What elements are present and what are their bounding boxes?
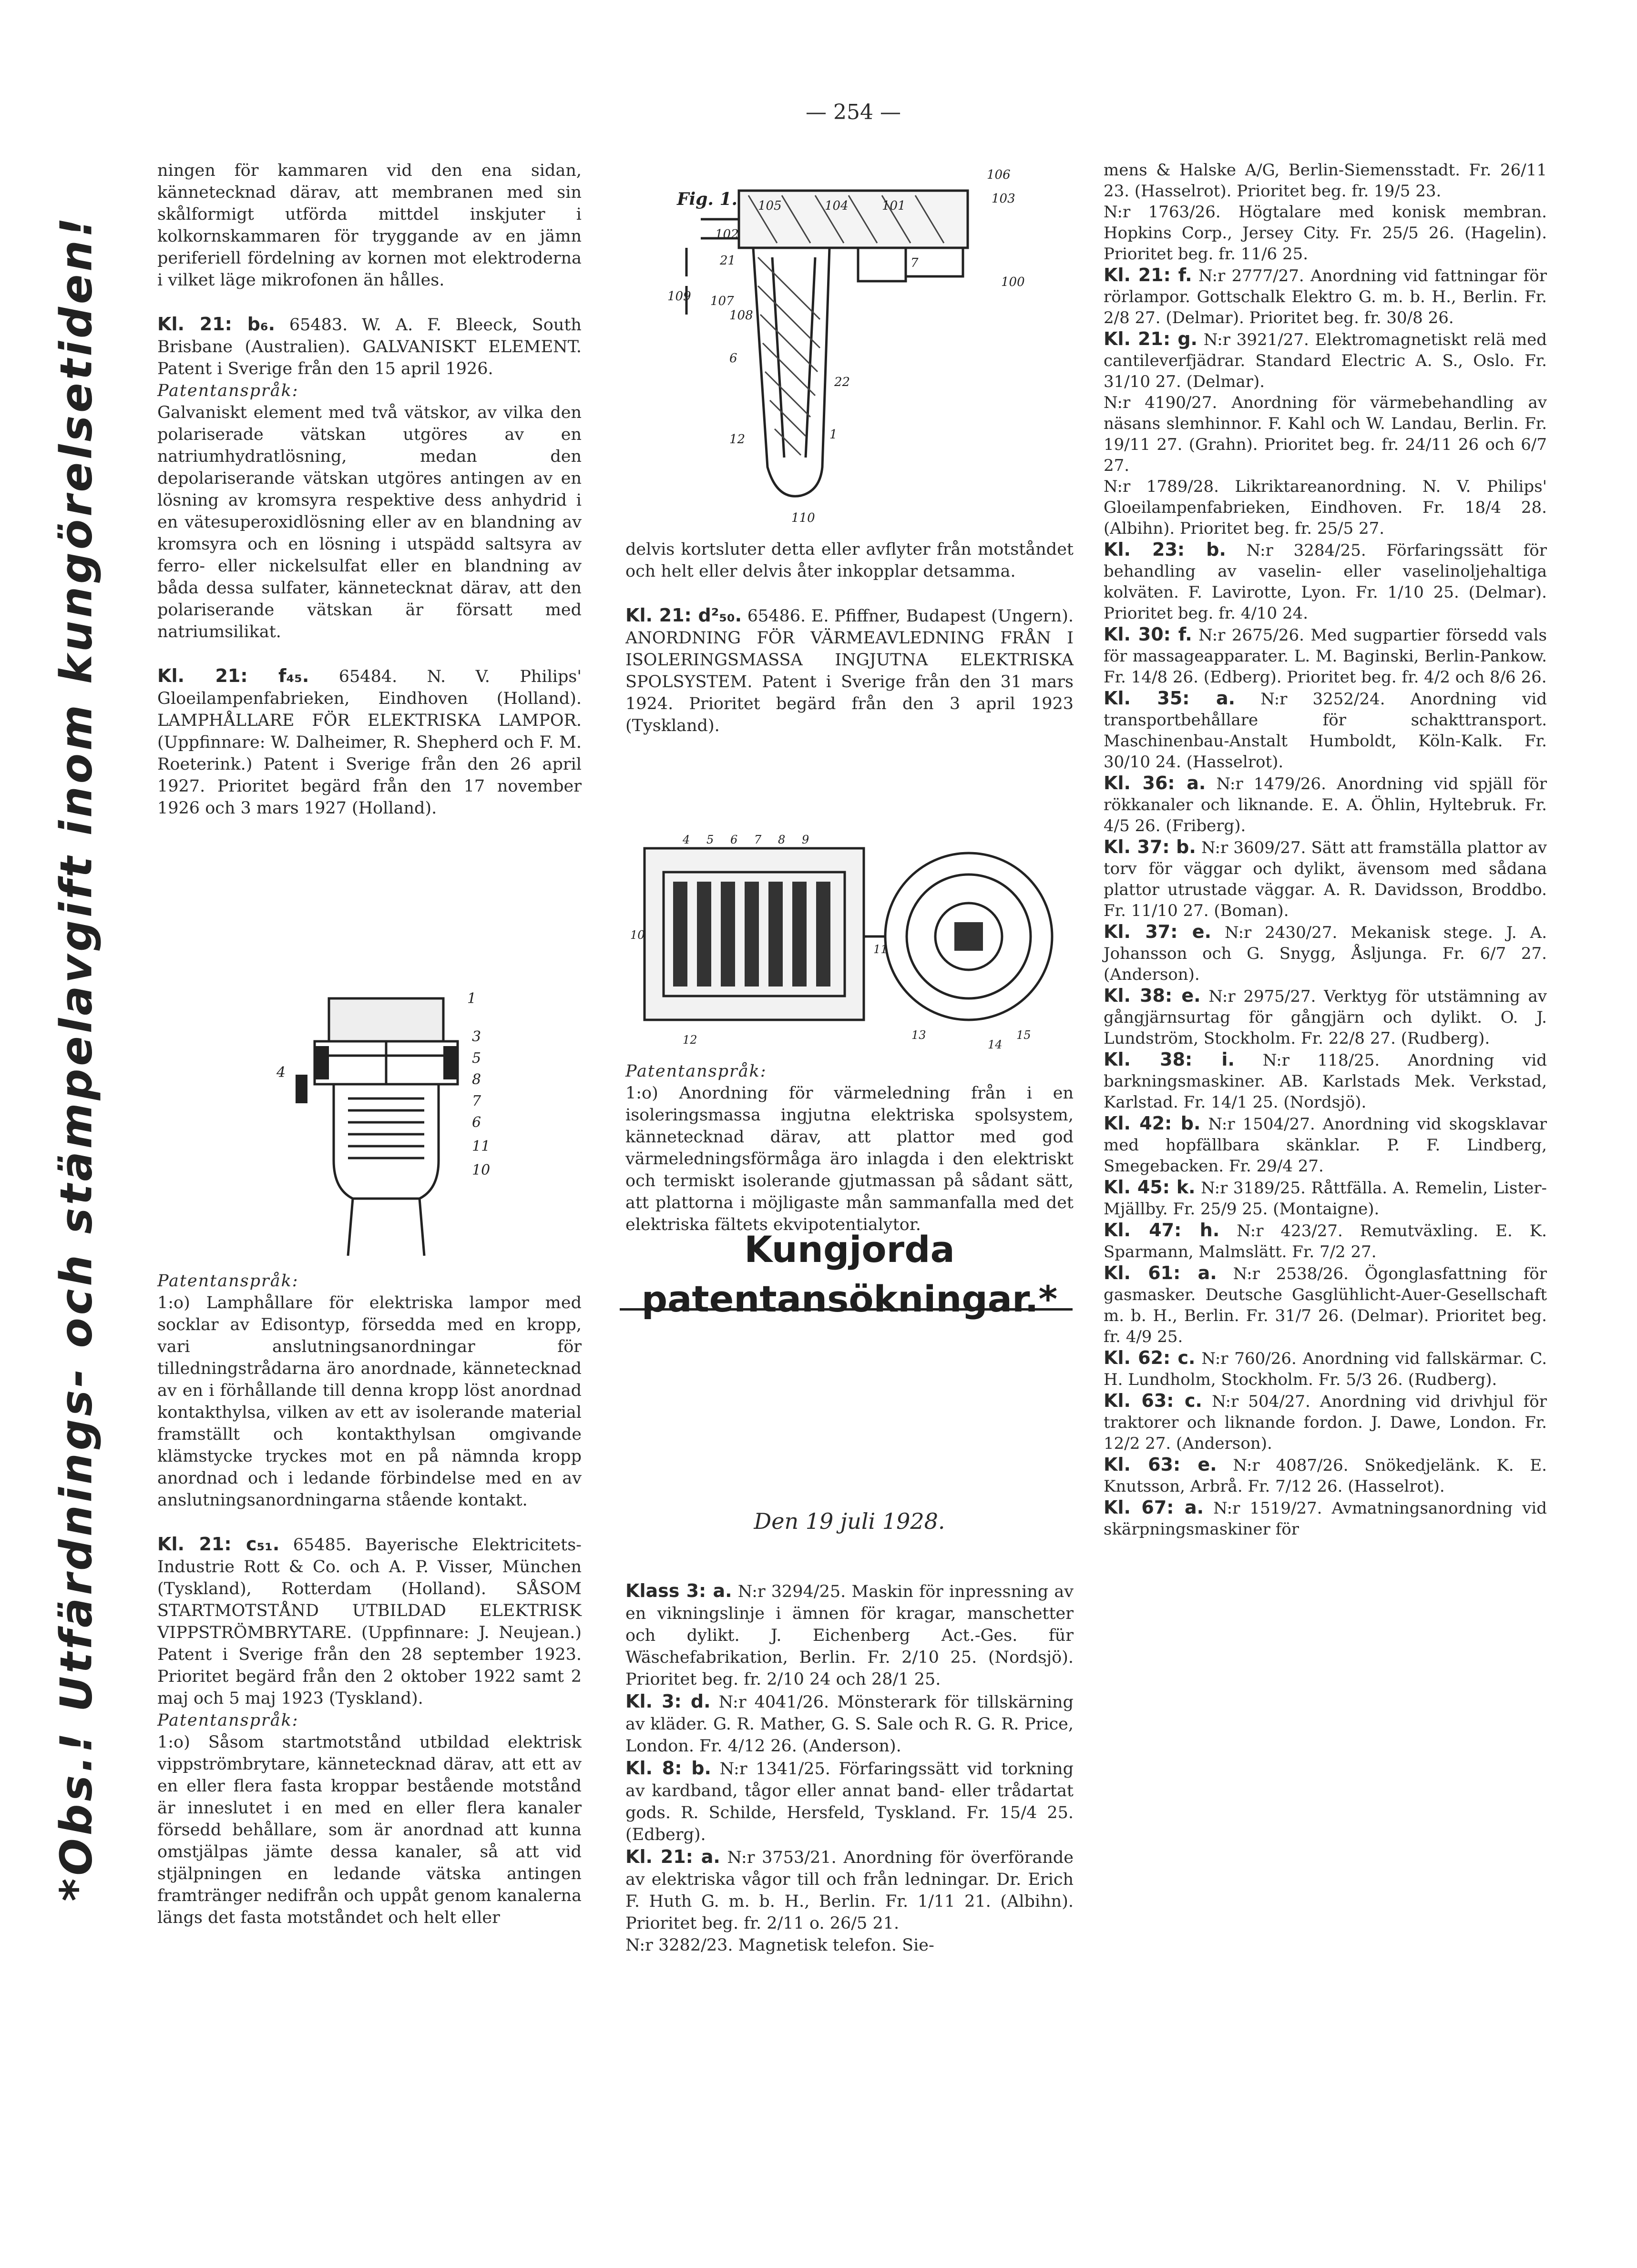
entry-text: N:r 3753/21. Anordning för överförande av elektriska vågor till och från ledningar. Dr. Erich F. Huth G. m. b. H., Berlin. Fr. 1/11 21. (Albihn). Prioritet beg. fr. 2/11 o. 26/5 21. [625,1848,1074,1933]
patent-entry [625,604,1074,737]
entry-text: N:r 3284/25. Förfaringssätt för behandling av vaselin- eller vaselinoljehaltiga kolväten. F. Lavirotte, Lyon. Fr. 1/10 25. (Delmar). Prioritet beg. fr. 4/10 24. [1104,541,1547,623]
entry-text: 65485. Bayerische Elektricitets-Industrie Rott & Co. och A. P. Visser, München (Tyskland), Rotterdam (Holland). SÅSOM STARTMOTSTÅND UTBILDAD ELEKTRISK VIPPSTRÖMBRYTARE. (Uppfinnare: J. Neujean.) Patent i Sverige från den 28 september 1923. Prioritet begärd från den 2 oktober 1922 samt 2 maj och 5 maj 1923 (Tyskland). [157,1536,582,1708]
patent-entry [157,1533,582,1709]
figure-number: 7 [754,833,762,846]
application-entry [1104,688,1547,773]
figure-number: 6 [729,351,737,366]
claims-heading: Patentanspråk: [157,1271,299,1291]
section-date: Den 19 juli 1928. [754,1508,945,1534]
class-label: Kl. 36: a. [1104,773,1206,793]
fig1-figure [658,162,1077,534]
class-label: Kl. 21: c₅₁. [157,1534,280,1555]
application-entry [1104,1347,1547,1390]
application-entry [1104,539,1547,624]
figure-number: 104 [825,199,849,213]
entry-text: N:r 2675/26. Med sugpartier försedd vals för massageapparater. L. M. Baginski, Berlin-Pankow. Fr. 14/8 26. (Edberg). Prioritet beg. fr. 4/2 och 8/6 26. [1104,626,1547,687]
application-entry: mens & Halske A/G, Berlin-Siemensstadt. Fr. 26/11 23. (Hasselrot). Prioritet beg. fr. 19/5 23. [1104,161,1547,201]
paragraph: delvis kortsluter detta eller avflyter från motståndet och helt eller delvis åter inkopplar detsamma. [625,540,1074,581]
figure-number: 10 [630,928,645,942]
figure-number: 103 [992,192,1015,206]
entry-text: N:r 2975/27. Verktyg för utstämning av gångjärnsurtag för gångjärn och dylikt. O. J. Lundström, Stockholm. Fr. 22/8 27. (Rudberg). [1104,987,1547,1048]
figure-number: 3 [472,1028,481,1045]
column-1-continued [157,1270,582,1929]
class-label: Kl. 61: a. [1104,1262,1217,1283]
class-label: Kl. 45: k. [1104,1177,1196,1198]
figure-number: 15 [1016,1028,1031,1042]
column-1 [157,160,582,819]
entry-text: N:r 118/25. Anordning vid barkningsmaskiner. AB. Karlstads Mek. Verkstad, Karlstad. Fr. 14/1 25. (Nordsjö). [1104,1051,1547,1112]
entry-text: N:r 2777/27. Anordning vid fattningar för rörlampor. Gottschalk Elektro G. m. b. H., Berlin. Fr. 2/8 27. (Delmar). Prioritet beg. fr. 30/8 26. [1104,266,1547,327]
class-label: Kl. 21: f. [1104,264,1192,285]
figure-number: 102 [715,227,739,242]
section-heading: Kungjorda patentansökningar.* [641,1228,1058,1320]
class-label: Kl. 21: d²₅₀. [625,605,742,626]
class-label: Klass 3: a. [625,1580,732,1601]
figure-number: 6 [472,1114,481,1131]
column-2-applications [625,1580,1074,1956]
class-label: Kl. 38: e. [1104,985,1201,1006]
class-label: Kl. 3: d. [625,1691,711,1712]
application-entry: N:r 3282/23. Magnetisk telefon. Sie- [625,1936,934,1955]
figure-number: 8 [472,1071,481,1088]
figure-number: 1 [829,427,838,442]
class-label: Kl. 67: a. [1104,1497,1204,1518]
figure-number: 22 [834,375,850,389]
class-label: Kl. 63: e. [1104,1454,1217,1475]
class-label: Kl. 37: e. [1104,921,1212,942]
claim-text: Galvaniskt element med två vätskor, av vilka den polariserade vätskan utgöres av en natriumhydratlösning, medan den depolariserande vätskan utgöres antingen av en lösning av kromsyra respektive dess anhydrid i en vätesuperoxidlösning eller av en blandning av kromsyra och en lösning i utspädd saltsyra av ferro- eller nickelsulfat eller en blandning av båda dessa sulfater, kännetecknat därav, att den polariserande vätskan är försatt med natriumsilikat. [157,403,582,641]
application-entry [1104,264,1547,328]
class-label: Kl. 47: h. [1104,1220,1220,1241]
figure-number: 11 [873,943,888,956]
figure-number: 100 [1001,275,1025,289]
entry-text: 65484. N. V. Philips' Gloeilampenfabrieken, Eindhoven (Holland). LAMPHÅLLARE FÖR ELEKTRISKA LAMPOR. (Uppfinnare: W. Dalheimer, R. Shepherd och F. M. Roeterink.) Patent i Sverige från den 26 april 1927. Prioritet begärd från den 17 november 1926 och 3 mars 1927 (Holland). [157,667,582,818]
entry-text: N:r 760/26. Anordning vid fallskärmar. C. H. Lundholm, Stockholm. Fr. 5/3 26. (Rudberg). [1104,1349,1547,1389]
figure-number: 107 [710,294,734,308]
claims-heading: Patentanspråk: [157,1711,299,1730]
figure-number: 13 [911,1028,926,1042]
coil-figure [625,829,1074,1058]
figure-number: 7 [472,1093,481,1109]
application-entry [625,1580,1074,1690]
column-2-claims [625,1060,1074,1236]
figure-number: 12 [683,1033,697,1047]
patent-entry [157,313,582,380]
figure-number: 108 [729,308,753,323]
application-entry [1104,1262,1547,1347]
application-entry [1104,1220,1547,1262]
figure-number: 110 [791,511,815,525]
class-label: Kl. 30: f. [1104,624,1192,645]
sidebar-notice [41,76,112,2040]
figure-number: 11 [472,1138,491,1155]
entry-text: N:r 3921/27. Elektromagnetiskt relä med cantileverfjädrar. Standard Electric A. S., Oslo. Fr. 31/10 27. (Delmar). [1104,330,1547,391]
application-entry [1104,328,1547,392]
claims-heading: Patentanspråk: [625,1062,767,1081]
class-label: Kl. 21: f₄₅. [157,665,309,686]
figure-number: 5 [472,1050,481,1067]
application-entry [1104,1049,1547,1113]
figure-number: 14 [988,1038,1003,1051]
entry-text: N:r 1479/26. Anordning vid spjäll för rökkanaler och liknande. E. A. Öhlin, Hyltebruk. Fr. 4/5 26. (Friberg). [1104,774,1547,835]
figure-number: 12 [729,432,746,447]
figure-number: 6 [730,833,738,846]
class-label: Kl. 37: b. [1104,836,1196,857]
application-entry: N:r 4190/27. Anordning för värmebehandling av näsans slemhinnor. F. Kahl och W. Landau, Berlin. Fr. 19/11 27. (Grahn). Prioritet beg. fr. 24/11 26 och 6/7 27. [1104,393,1547,475]
application-entry [1104,773,1547,836]
entry-text: N:r 2538/26. Ögonglasfattning för gasmasker. Deutsche Gasglühlicht-Auer-Gesellschaft m. b. H., Berlin. Fr. 31/7 26. (Delmar). Prioritet beg. fr. 4/9 25. [1104,1264,1547,1346]
class-label: Kl. 21: b₆. [157,314,276,335]
claim-text: 1:o) Lamphållare för elektriska lampor med socklar av Edisontyp, försedda med en kropp, vari anslutningsanordningar för tilledningstrådarna äro anordnade, kännetecknad av en i förhållande till denna kropp löst anordnad kontakthylsa, vilken av ett av isolerande material framställt och kontakthylsan omgivande klämstycke tryckes mot en på nämnda kropp anordnad och i ledande förbindelse med en av anslutningsanordningarna stående kontakt. [157,1293,582,1510]
entry-text: N:r 1504/27. Anordning vid skogsklavar med hopfällbara skänklar. P. F. Lindberg, Smegebacken. Fr. 29/4 27. [1104,1115,1547,1176]
figure-number: 106 [987,168,1011,182]
class-label: Kl. 21: g. [1104,328,1197,349]
figure-number: 4 [276,1064,286,1081]
entry-text: 65483. W. A. F. Bleeck, South Brisbane (Australien). GALVANISKT ELEMENT. Patent i Sverige från den 15 april 1926. [157,315,582,378]
figure-number: 5 [706,833,714,846]
entry-text: N:r 504/27. Anordning vid drivhjul för traktorer och liknande fordon. J. Dawe, London. Fr. 12/2 27. (Anderson). [1104,1392,1547,1453]
application-entry [625,1690,1074,1757]
sidebar-notice-text: *Obs.! Utfärdnings- och stämpelavgift inom kungörelsetiden! [51,214,102,1902]
entry-text: N:r 4041/26. Mönsterark för tillskärning av kläder. G. R. Mather, G. S. Sale och R. G. R. Price, London. Fr. 4/12 26. (Anderson). [625,1693,1074,1756]
entry-text: N:r 3189/25. Råttfälla. A. Remelin, Lister-Mjällby. Fr. 25/9 25. (Montaigne). [1104,1179,1547,1219]
entry-text: 65486. E. Pfiffner, Budapest (Ungern). ANORDNING FÖR VÄRMEAVLEDNING FRÅN I ISOLERINGSMASSA INGJUTNA ELEKTRISKA SPOLSYSTEM. Patent i Sverige från den 31 mars 1924. Prioritet begärd från den 3 april 1923 (Tyskland). [625,607,1074,735]
entry-text: N:r 3609/27. Sätt att framställa plattor av torv för väggar och dylikt, ävensom med sådana plattor utrustade väggar. A. R. Davidsson, Broddbo. Fr. 11/10 27. (Boman). [1104,838,1547,920]
application-entry: N:r 1789/28. Likriktareanordning. N. V. Philips' Gloeilampenfabrieken, Eindhoven. Fr. 18/4 28. (Albihn). Prioritet beg. fr. 25/5 27. [1104,477,1547,538]
class-label: Kl. 63: c. [1104,1390,1202,1411]
application-entry [1104,836,1547,921]
application-entry: N:r 1763/26. Högtalare med konisk membran. Hopkins Corp., Jersey City. Fr. 25/5 26. (Hagelin). Prioritet beg. fr. 11/6 25. [1104,203,1547,264]
figure-number: 4 [683,833,690,846]
class-label: Kl. 8: b. [625,1758,711,1779]
entry-text: N:r 3252/24. Anordning vid transportbehållare för schakttransport. Maschinenbau-Anstalt Humboldt, Köln-Kalk. Fr. 30/10 24. (Hasselrot). [1104,690,1547,772]
class-label: Kl. 21: a. [625,1846,720,1867]
figure-number: 101 [882,199,906,213]
class-label: Kl. 38: i. [1104,1049,1235,1070]
figure-number: 1 [467,990,477,1007]
application-entry [1104,1390,1547,1454]
entry-text: N:r 423/27. Remutväxling. E. K. Sparmann, Malmslätt. Fr. 7/2 27. [1104,1221,1547,1261]
entry-text: N:r 4087/26. Snökedjelänk. K. E. Knutsson, Arbrå. Fr. 7/12 26. (Hasselrot). [1104,1456,1547,1496]
application-entry [1104,985,1547,1049]
claim-text: 1:o) Anordning för värmeledning från i en isoleringsmassa ingjutna elektriska spolsystem, kännetecknad därav, att plattor med god värmeledningsförmåga äro inlagda i den elektriskt och termiskt isolerande gjutmassan på sådant sätt, att plattorna i möjligaste mån sammanfalla med det elektriska fältets ekvipotentialytor. [625,1084,1074,1234]
application-entry [1104,1177,1547,1220]
entry-text: N:r 1519/27. Avmatningsanordning vid skärpningsmaskiner för [1104,1499,1547,1539]
entry-text: N:r 1341/25. Förfaringssätt vid torkning av kardband, tågor eller annat band- eller trådartat gods. R. Schilde, Hersfeld, Tyskland. Fr. 15/4 25. (Edberg). [625,1759,1074,1844]
class-label: Kl. 62: c. [1104,1347,1196,1368]
claims-heading: Patentanspråk: [157,381,299,400]
figure-number: 105 [758,199,782,213]
application-entry [625,1757,1074,1846]
claim-text: 1:o) Såsom startmotstånd utbildad elektrisk vippströmbrytare, kännetecknad därav, att ett av en eller flera fasta kroppar bestående motstånd är inneslutet i en med en eller flera kanaler försedd behållare, som är anordnad att kunna omstjälpas jämte dessa kanaler, så att vid stjälpningen en ledande vätska antingen framtränger nedifrån och uppåt genom kanalerna längs det fasta motståndet och helt eller [157,1733,582,1927]
figure-number: 21 [720,254,736,268]
figure-number: 109 [667,289,691,304]
figure-number: 9 [802,833,809,846]
figure-number: 10 [472,1162,491,1179]
application-entry [1104,1113,1547,1177]
class-label: Kl. 23: b. [1104,539,1226,560]
application-entry [1104,1454,1547,1497]
page-number: — 254 — [806,100,901,124]
column-3 [1104,160,1547,1540]
entry-text: N:r 3294/25. Maskin för inpressning av en vikningslinje i ämnen för kragar, manschetter och dylikt. J. Eichenberg Act.-Ges. für Wäschefabrikation, Berlin. Fr. 2/10 25. (Nordsjö). Prioritet beg. fr. 2/10 24 och 28/1 25. [625,1582,1074,1689]
figure-caption: Fig. 1. [677,189,738,209]
column-2 [625,539,1074,737]
paragraph: ningen för kammaren vid den ena sidan, kännetecknad därav, att membranen med sin skålformigt utförda mittdel inskjuter i kolkornskammaren för tryggande av en jämn periferiell fördelning av kornen mot elektroderna i vilket läge mikrofonen än hålles. [157,161,582,290]
entry-text: N:r 2430/27. Mekanisk stege. J. A. Johansson och G. Snygg, Åsljunga. Fr. 6/7 27. (Anderson). [1104,923,1547,984]
application-entry [1104,1497,1547,1540]
application-entry [1104,921,1547,985]
figure-number: 8 [778,833,786,846]
class-label: Kl. 42: b. [1104,1113,1201,1134]
application-entry [1104,624,1547,688]
lampholder-figure [257,989,524,1256]
figure-number: 7 [911,256,919,270]
application-entry [625,1846,1074,1934]
patent-entry [157,665,582,819]
class-label: Kl. 35: a. [1104,688,1236,709]
